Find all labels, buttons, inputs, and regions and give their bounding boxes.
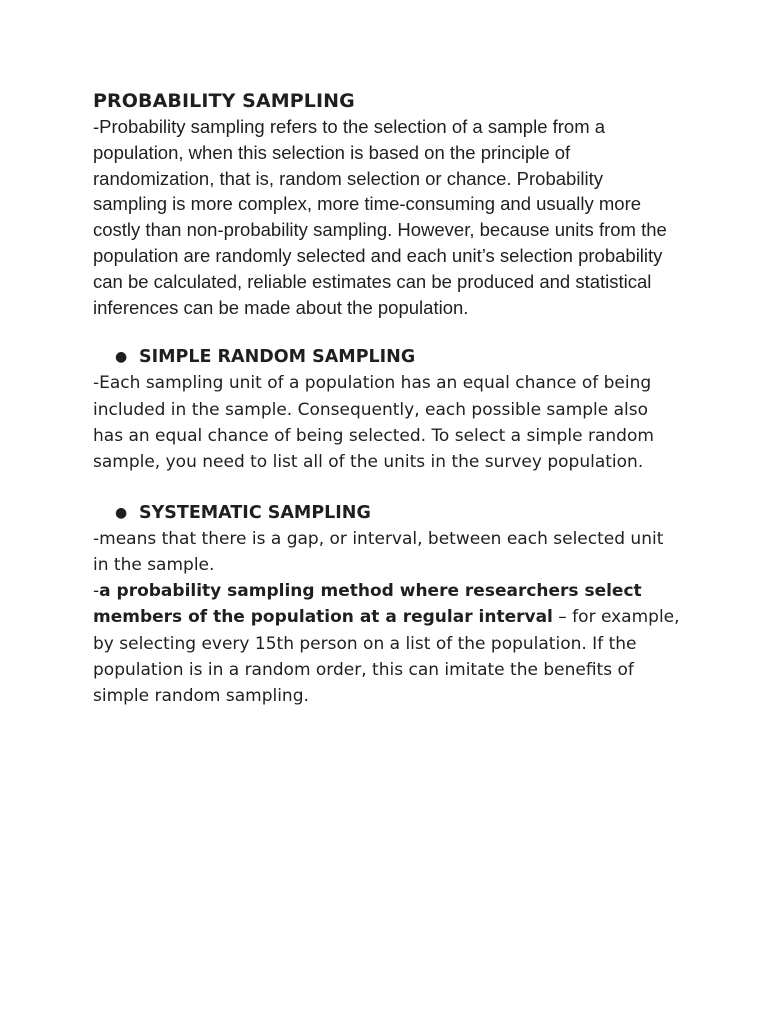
section-simple-random-sampling <box>93 344 693 475</box>
bold-definition: a probability sampling method where researchers select members of the population at a regular interval <box>93 581 642 628</box>
simple-random-paragraph: -Each sampling unit of a population has an equal chance of being included in the sample. Consequently, each possible sample also has an equal chance of being selected. To select a simple random sample, you need to list all of the units in the survey population. <box>93 373 654 473</box>
systematic-paragraph-1: -means that there is a gap, or interval, between each selected unit in the sample. <box>93 528 664 575</box>
intro-paragraph: -Probability sampling refers to the selection of a sample from a population, when this selection is based on the principle of randomization, that is, random selection or chance. Probability sampling is more complex, more time-consuming and usually more costly than non-probability sampling. However, because units from the population are randomly selected and each unit’s selection probability can be calculated, reliable estimates can be produced and statistical inferences can be made about the population. <box>93 116 667 318</box>
systematic-paragraph-2 <box>93 578 683 709</box>
section-title-systematic <box>93 500 693 526</box>
bullet-icon: ● <box>115 349 128 366</box>
bullet-icon: ● <box>115 504 128 521</box>
document-page <box>93 88 693 710</box>
dash-prefix: - <box>93 581 100 602</box>
section-title-simple-random <box>93 344 693 370</box>
page-title: PROBABILITY SAMPLING <box>93 90 355 112</box>
section-title-text: SYSTEMATIC SAMPLING <box>139 502 371 523</box>
section-title-text: SIMPLE RANDOM SAMPLING <box>139 347 416 368</box>
definition-continuation: – for example, by selecting every 15th person on a list of the population. If the population is in a random order, this can imitate the benefits of simple random sampling. <box>93 607 680 707</box>
section-systematic-sampling <box>93 500 693 710</box>
